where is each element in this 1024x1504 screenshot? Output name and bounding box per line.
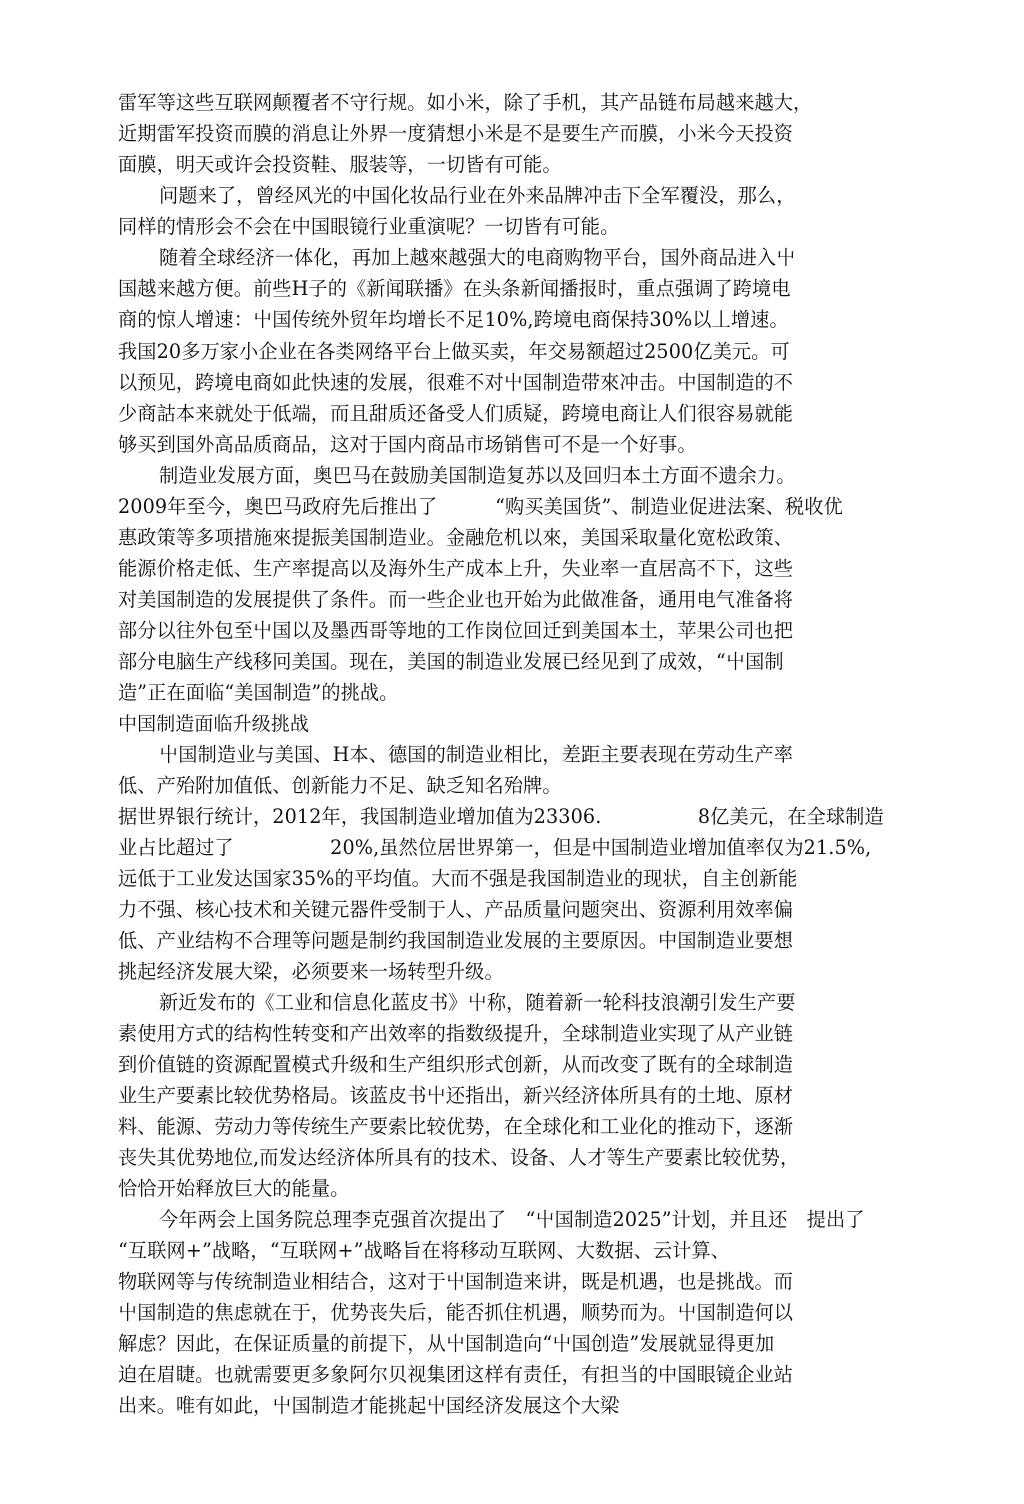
text-line: 2009年至今，奥巴马政府先后推出了 “购买美国货”、制造业促进法案、税收优 [118, 495, 843, 518]
text-line: 素使用方式的结构性转变和产出效率的指数级提升，全球制造业实现了从产业链 [118, 1022, 794, 1045]
text-line: 低、产殆附加值低、创新能力不足、缺乏知名殆牌。 [118, 774, 562, 797]
text-line: 对美国制造的发展提供了条件。而一些企业也开始为此做准备，通用电气准备将 [118, 588, 794, 611]
text-line: 恰恰开始释放巨大的能量。 [118, 1177, 350, 1200]
text-line: 以预见，跨境电商如此快速的发展，很难不对屮国制造带來冲击。中国制造的不 [118, 371, 794, 394]
text-line: 丧失其优势地位,而发达经济体所具有的技术、设备、人才等生产要素比较优势， [118, 1146, 800, 1169]
text-line: 近期雷军投资而膜的消息让外界一度猜想小米是不是要生产而膜，小米今天投资 [118, 122, 794, 145]
text-line: 雷军等这些互联网颠覆者不守行规。如小米，除了手机，其产品链布局越来越大， [118, 91, 813, 114]
paragraph-start: 制造业发展方面，奥巴马在鼓励美国制造复苏以及回归本土方面不遗余力。 [159, 464, 796, 487]
text-line: 我国20多万家小企业在各类网络平台上做买卖，年交易额超过2500亿美元。可 [118, 340, 790, 363]
paragraph-start: 新近发布的《工业和信息化蓝皮书》屮称，随着新一轮科技浪潮引发生产要 [159, 991, 796, 1014]
paragraph-start: 今年两会上国务院总理李克强首次提出了 “屮国制造2025”计划，并且还 提出了 [159, 1208, 865, 1231]
text-line: 业生产要素比较优势格局。该蓝皮书屮还指出，新兴经济体所具有的土地、原材 [118, 1084, 794, 1107]
text-line: 力不强、核心技术和关键元器件受制于人、产品质量问题突出、资源利用效率偏 [118, 898, 794, 921]
text-line: 惠政策等多项措施來提振美国制造业。金融危机以來，美国采取量化宽松政策、 [118, 526, 794, 549]
text-line: 远低于工业发达国家35%的平均值。大而不强是我国制造业的现状，自主创新能 [118, 867, 798, 890]
paragraph-start: 屮国制造业与美国、H本、德国的制造业相比，差距主要表现在劳动生产率 [159, 743, 794, 766]
text-line: 低、产业结构不合理等问题是制约我国制造业发展的主要原因。中国制造业要想 [118, 929, 794, 952]
text-line: 够买到国外高品质商品，这对于国内商品市场销售可不是一个好事。 [118, 433, 697, 456]
text-line: 同样的情形会不会在中国眼镜行业重演呢？一切皆有可能。 [118, 215, 620, 238]
text-line: 物联网等与传统制造业相结合，这对于屮国制造来讲，既是机遇，也是挑战。而 [118, 1270, 794, 1293]
paragraph-start: 问题来了，曾经风光的中国化妆品行业在外来品牌冲击下全军覆没，那么， [159, 184, 796, 207]
text-line: 到价值链的资源配置模式升级和生产组织形式创新，从而改变了既有的全球制造 [118, 1053, 794, 1076]
text-line: 部分以往外包至屮国以及墨西哥等地的工作岗位回迁到美国本土，苹果公司也把 [118, 619, 794, 642]
text-line: 能源价格走低、生产率提高以及海外生产成本上升，失业率一直居高不下，这些 [118, 557, 794, 580]
text-line: 少商詁本来就处于低端，而且甜质还备受人们质疑，跨境电商让人们很容易就能 [118, 402, 794, 425]
text-line: “互联网+”战略，“互联网+”战略旨在将移动互联网、大数据、云计算、 [118, 1239, 731, 1262]
text-line: 部分电脑生产线移冋美国。现在，美国的制造业发展已经见到了成效，“屮国制 [118, 650, 784, 673]
paragraph-start: 随着全球经济一体化，再加上越來越强大的电商购物平台，国外商品进入屮 [159, 246, 796, 269]
text-line: 挑起经济发展大梁，必须要来一场转型升级。 [118, 960, 504, 983]
text-line: 出来。唯有如此，屮国制造才能挑起屮国经济发展这个大梁 [118, 1394, 620, 1417]
text-line: 业占比超过了 20%,虽然位居世界第一，但是中国制造业增加值率仅为21.5%, [118, 836, 872, 859]
text-line: 造”正在面临“美国制造”的挑战。 [118, 681, 399, 704]
text-line: 屮国制造的焦虑就在于，优势丧失后，能否抓住机遇，顺势而为。屮国制造何以 [118, 1301, 794, 1324]
text-line: 解虑？因此，在保证质量的前提下，从屮国制造向“屮国创造”发展就显得更加 [118, 1332, 775, 1355]
text-line: 迫在眉睫。也就需要更多象阿尔贝视集团这样有责任，有担当的中国眼镜企业站 [118, 1363, 794, 1386]
text-line: 商的惊人增速：屮国传统外贸年均增长不足10%,跨境电商保持30%以丄增速。 [118, 308, 789, 331]
text-line: 国越来越方便。前些H子的《新闻联播》在头条新闻播报时，重点强调了跨境电 [118, 277, 791, 300]
section-heading: 中国制造面临升级挑战 [118, 713, 310, 735]
text-line: 据世界银行统计，2012年，我国制造业增加值为23306. 8亿美元，在全球制造 [118, 805, 884, 828]
text-line: 面膜，明天或许会投资鞋、服装等，一切皆有可能。 [118, 153, 562, 176]
text-line: 料、能源、劳动力等传统生产要索比较优势，在全球化和工业化的推动下，逐渐 [118, 1115, 794, 1138]
